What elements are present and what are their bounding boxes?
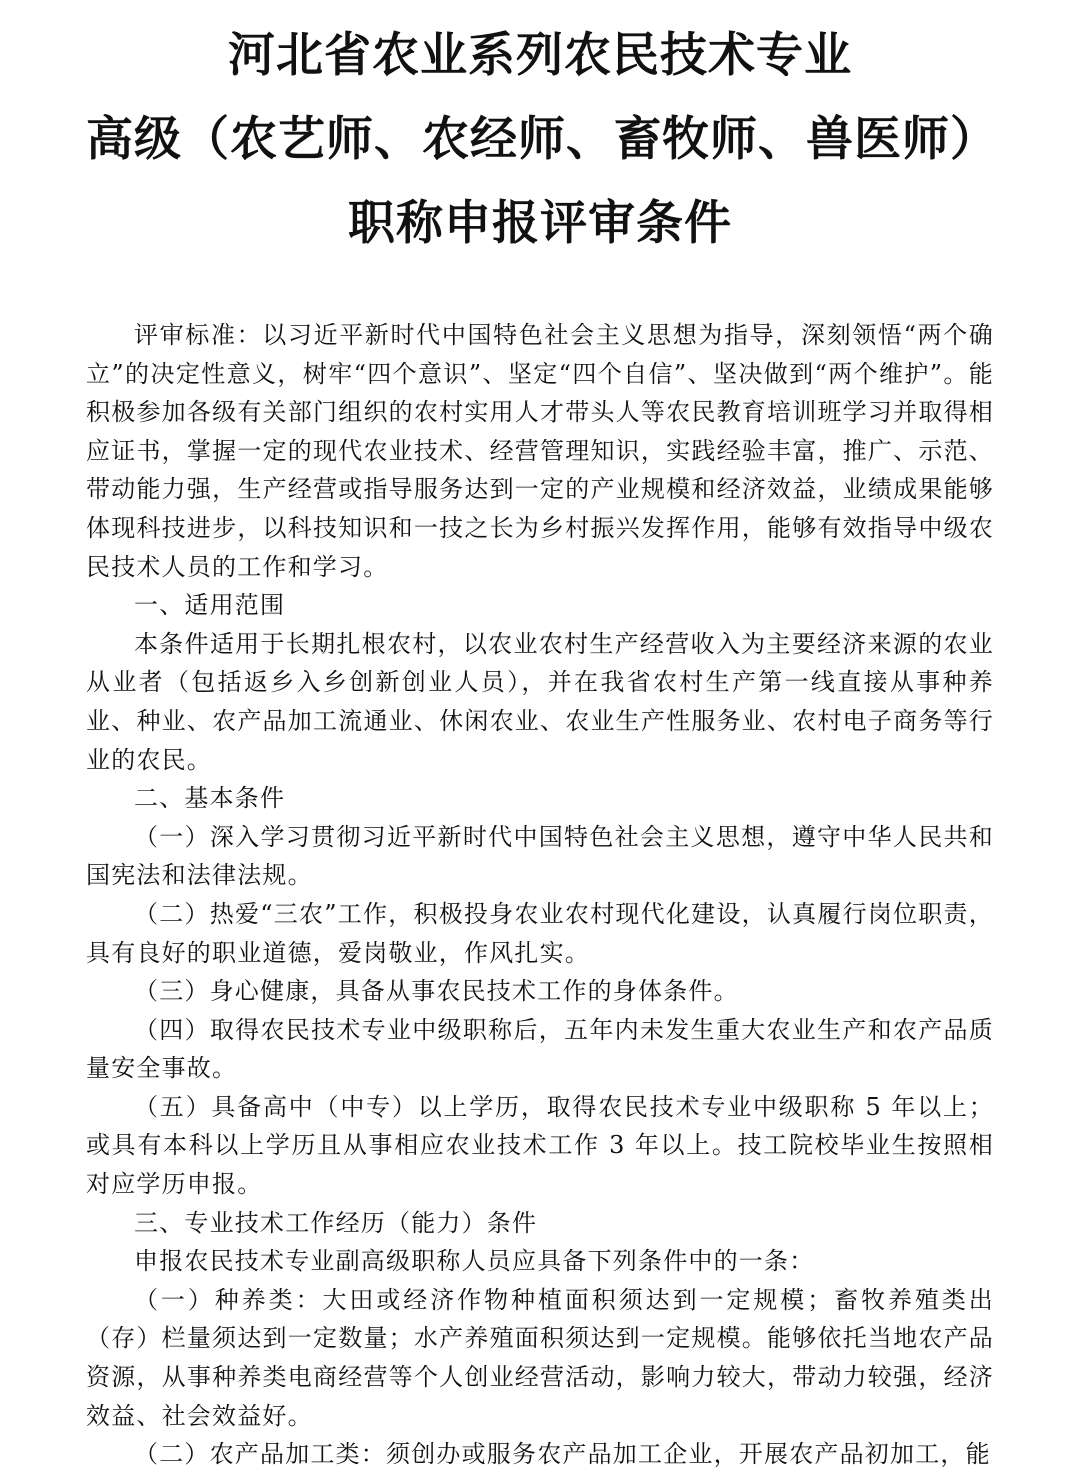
section-2-item: （五）具备高中（中专）以上学历，取得农民技术专业中级职称 5 年以上；或具有本科以上学历且从事相应农业技术工作 3 年以上。技工院校毕业生按照相对应学历申报。	[86, 1092, 994, 1199]
title-line-3: 职称申报评审条件	[348, 196, 732, 251]
section-2-item: （四）取得农民技术专业中级职称后，五年内未发生重大农业生产和农产品质量安全事故。	[86, 1015, 994, 1083]
section-2-heading: 二、基本条件	[134, 784, 286, 813]
section-2-item: （一）深入学习贯彻习近平新时代中国特色社会主义思想，遵守中华人民共和国宪法和法律法规。	[86, 822, 994, 890]
intro-paragraph	[86, 316, 994, 586]
section-3-item: （二）农产品加工类：须创办或服务农产品加工企业，开展农产品初加工，能	[134, 1440, 991, 1469]
section-2-item: （二）热爱“三农”工作，积极投身农业农村现代化建设，认真履行岗位职责，具有良好的职业道德，爱岗敬业，作风扎实。	[86, 899, 994, 967]
section-2-item: （三）身心健康，具备从事农民技术工作的身体条件。	[134, 977, 739, 1006]
intro-text: 以习近平新时代中国特色社会主义思想为指导，深刻领悟“两个确立”的决定性意义，树牢“四个意识”、坚定“四个自信”、坚决做到“两个维护”。能积极参加各级有关部门组织的农村实用人才带头人等农民教育培训班学习并取得相应证书，掌握一定的现代农业技术、经营管理知识，实践经验丰富，推广、示范、带动能力强，生产经营或指导服务达到一定的产业规模和经济效益，业绩成果能够体现科技进步，以科技知识和一技之长为乡村振兴发挥作用，能够有效指导中级农民技术人员的工作和学习。	[86, 321, 994, 581]
section-1-paragraph: 本条件适用于长期扎根农村，以农业农村生产经营收入为主要经济来源的农业从业者（包括返乡入乡创新创业人员），并在我省农村生产第一线直接从事种养业、种业、农产品加工流通业、休闲农业、农业生产性服务业、农村电子商务等行业的农民。	[86, 629, 994, 774]
title-line-1: 河北省农业系列农民技术专业	[228, 28, 852, 83]
section-3-heading: 三、专业技术工作经历（能力）条件	[134, 1208, 538, 1237]
section-1-heading: 一、适用范围	[134, 591, 286, 620]
document-title	[86, 14, 998, 266]
intro-lead: 评审标准：	[134, 321, 263, 349]
section-3-intro: 申报农民技术专业副高级职称人员应具备下列条件中的一条：	[134, 1247, 815, 1276]
document-body	[86, 316, 994, 1474]
section-3-item: （一）种养类：大田或经济作物种植面积须达到一定规模；畜牧养殖类出（存）栏量须达到一定数量；水产养殖面积须达到一定规模。能够依托当地农产品资源，从事种养类电商经营等个人创业经营活动，影响力较大，带动力较强，经济效益、社会效益好。	[86, 1285, 994, 1430]
title-line-2: 高级（农艺师、农经师、畜牧师、兽医师）	[86, 112, 998, 167]
